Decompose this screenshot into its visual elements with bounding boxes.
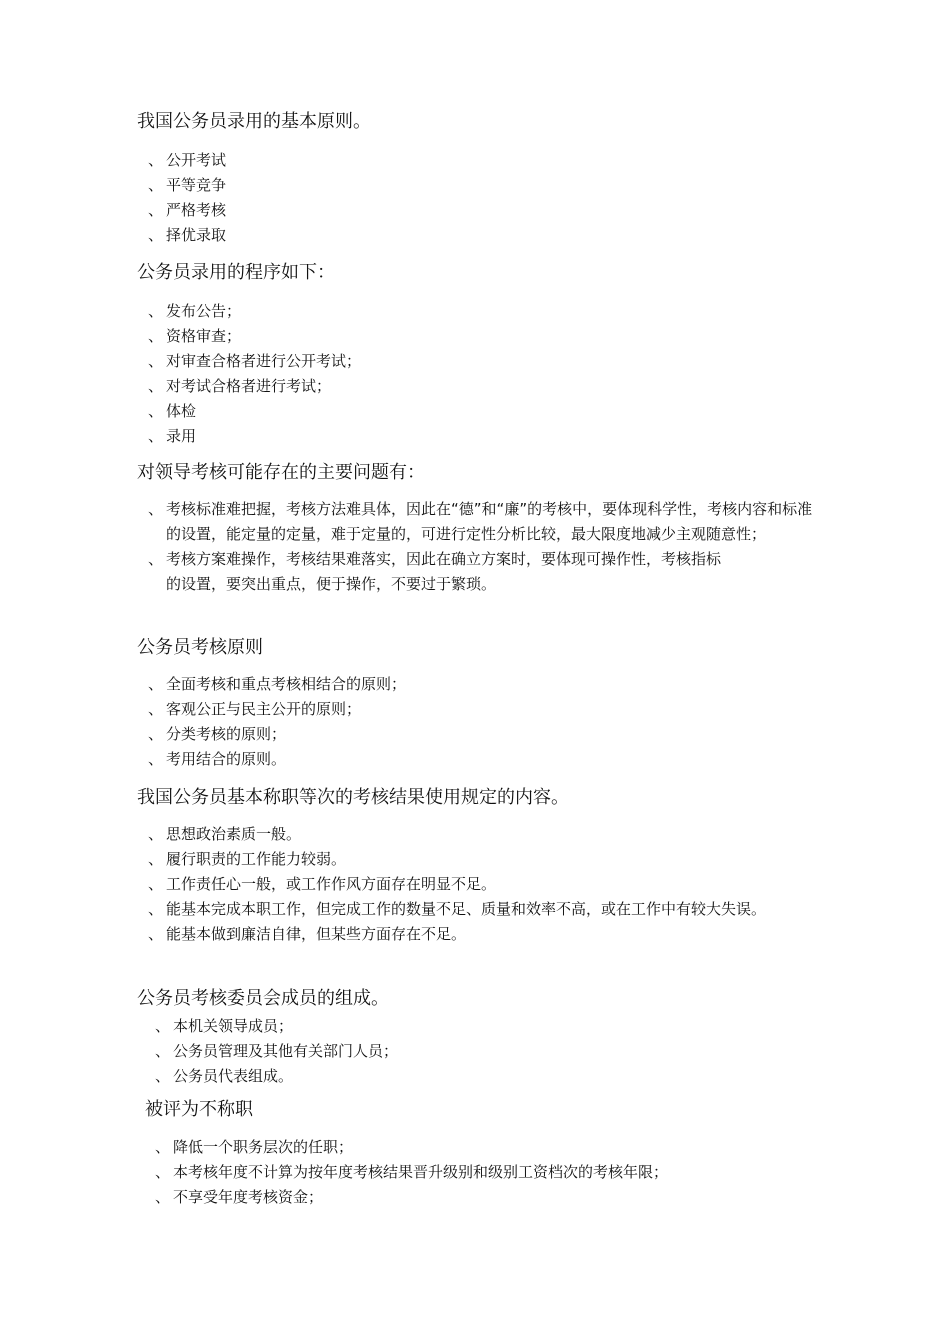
bullet-mark: 、 — [148, 925, 164, 943]
list-item: 、 严格考核 — [0, 198, 950, 223]
item-list — [0, 299, 950, 449]
list-item: 、 公务员代表组成。 — [0, 1064, 950, 1089]
bullet-mark: 、 — [155, 1188, 171, 1206]
section-heading: 我国公务员录用的基本原则。 — [137, 111, 371, 132]
section-heading: 我国公务员基本称职等次的考核结果使用规定的内容。 — [137, 787, 569, 808]
bullet-mark: 、 — [155, 1017, 171, 1035]
list-item: 、 客观公正与民主公开的原则； — [0, 697, 950, 722]
bullet-mark: 、 — [148, 500, 164, 518]
item-list — [0, 1014, 950, 1089]
list-item: 、 发布公告； — [0, 299, 950, 324]
bullet-mark: 、 — [148, 226, 164, 244]
list-item: 、 履行职责的工作能力较弱。 — [0, 847, 950, 872]
bullet-mark: 、 — [148, 402, 164, 420]
list-item: 、 思想政治素质一般。 — [0, 822, 950, 847]
bullet-mark: 、 — [148, 550, 164, 568]
list-item: 、 公开考试 — [0, 148, 950, 173]
bullet-mark: 、 — [148, 151, 164, 169]
item-list — [0, 672, 950, 772]
bullet-mark: 、 — [148, 725, 164, 743]
list-item: 、 资格审查； — [0, 324, 950, 349]
item-list — [0, 148, 950, 248]
bullet-mark: 、 — [148, 352, 164, 370]
list-item: 、 平等竞争 — [0, 173, 950, 198]
list-item: 、 体检 — [0, 399, 950, 424]
section-heading: 公务员考核委员会成员的组成。 — [137, 988, 389, 1009]
bullet-mark: 、 — [148, 377, 164, 395]
list-item: 、 对考试合格者进行考试； — [0, 374, 950, 399]
list-item: 、 择优录取 — [0, 223, 950, 248]
bullet-mark: 、 — [155, 1163, 171, 1181]
list-item: 、 公务员管理及其他有关部门人员； — [0, 1039, 950, 1064]
list-item: 、 分类考核的原则； — [0, 722, 950, 747]
list-item: 、 全面考核和重点考核相结合的原则； — [0, 672, 950, 697]
bullet-mark: 、 — [148, 302, 164, 320]
item-list — [0, 1135, 950, 1210]
section-heading: 对领导考核可能存在的主要问题有： — [137, 462, 425, 483]
bullet-mark: 、 — [155, 1042, 171, 1060]
list-item: 、 考用结合的原则。 — [0, 747, 950, 772]
list-item: 、 对审查合格者进行公开考试； — [0, 349, 950, 374]
list-item: 、 能基本做到廉洁自律，但某些方面存在不足。 — [0, 922, 950, 947]
bullet-mark: 、 — [148, 875, 164, 893]
section-heading: 公务员考核原则 — [137, 637, 263, 658]
list-item: 、 工作责任心一般，或工作作风方面存在明显不足。 — [0, 872, 950, 897]
list-item: 、 能基本完成本职工作，但完成工作的数量不足、质量和效率不高，或在工作中有较大失误。 — [0, 897, 950, 922]
bullet-mark: 、 — [155, 1067, 171, 1085]
list-item: 、 本机关领导成员； — [0, 1014, 950, 1039]
bullet-mark: 、 — [148, 176, 164, 194]
bullet-mark: 、 — [155, 1138, 171, 1156]
bullet-mark: 、 — [148, 327, 164, 345]
list-item: 、 考核标准难把握，考核方法难具体，因此在“德”和“廉”的考核中，要体现科学性，考核内容和标准的设置，能定量的定量，难于定量的，可进行定性分析比较，最大限度地减少主观随意性； — [0, 497, 950, 547]
bullet-mark: 、 — [148, 825, 164, 843]
list-item: 、 降低一个职务层次的任职； — [0, 1135, 950, 1160]
bullet-mark: 、 — [148, 850, 164, 868]
item-list — [0, 497, 950, 597]
item-list — [0, 822, 950, 947]
list-item: 、 录用 — [0, 424, 950, 449]
list-item: 、 不享受年度考核资金； — [0, 1185, 950, 1210]
section-heading: 公务员录用的程序如下： — [137, 262, 335, 283]
section-heading: 被评为不称职 — [145, 1099, 253, 1120]
list-item: 、 本考核年度不计算为按年度考核结果晋升级别和级别工资档次的考核年限； — [0, 1160, 950, 1185]
list-item: 、 考核方案难操作，考核结果难落实，因此在确立方案时，要体现可操作性，考核指标的设置，要突出重点，便于操作，不要过于繁琐。 — [0, 547, 950, 597]
bullet-mark: 、 — [148, 700, 164, 718]
bullet-mark: 、 — [148, 201, 164, 219]
bullet-mark: 、 — [148, 675, 164, 693]
bullet-mark: 、 — [148, 900, 164, 918]
bullet-mark: 、 — [148, 427, 164, 445]
bullet-mark: 、 — [148, 750, 164, 768]
